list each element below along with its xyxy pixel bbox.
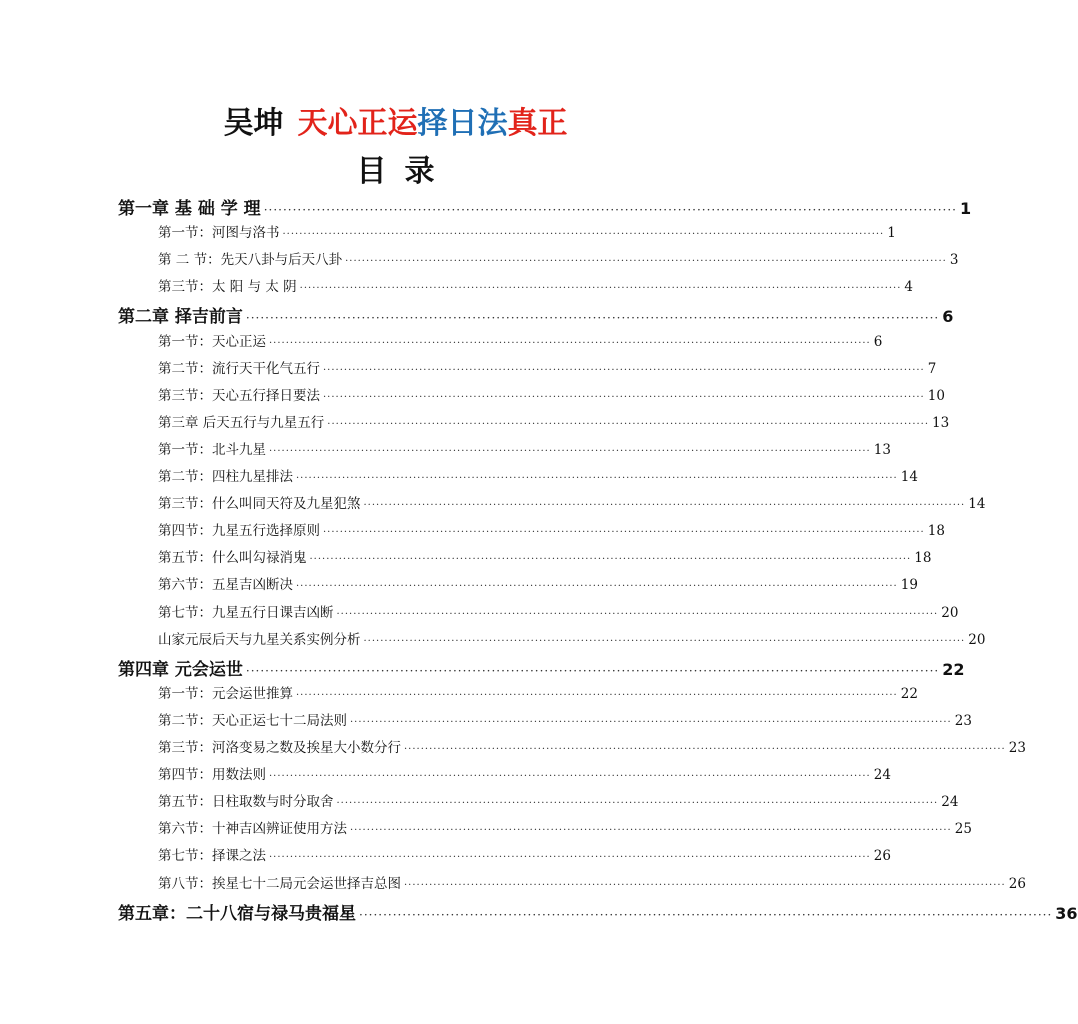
toc-leader-dots: ················································································································································	[327, 418, 930, 430]
toc-page-number: 23	[1008, 740, 1026, 756]
toc-page-number: 1	[887, 225, 896, 242]
toc-section-entry	[158, 221, 896, 247]
toc-section-entry	[158, 844, 891, 870]
toc-leader-dots: ················································································································································	[359, 907, 1053, 922]
toc-entry-label: 第三节：天心五行择日要法	[158, 387, 320, 404]
toc-entry-label: 第一节：天心正运	[158, 333, 266, 350]
toc-page-number: 13	[932, 414, 950, 431]
toc-leader-dots: ················································································································································	[269, 852, 871, 864]
toc-leader-dots: ················································································································································	[363, 500, 966, 512]
toc-entry-label: 第三节：什么叫同天符及九星犯煞	[158, 496, 361, 513]
toc-leader-dots: ················································································································································	[296, 581, 898, 593]
toc-chapter-entry	[118, 899, 1078, 925]
toc-section-entry	[158, 763, 891, 789]
toc-leader-dots: ················································································································································	[299, 283, 902, 295]
title-red-part: 天心正运	[297, 106, 418, 141]
toc-chapter-entry	[118, 655, 965, 681]
toc-chapter-entry	[118, 194, 972, 220]
title-blue-part: 择日法	[417, 106, 508, 141]
toc-leader-dots: ················································································································································	[404, 744, 1006, 755]
toc-entry-label: 第七节：九星五行日课吉凶断	[158, 604, 334, 621]
toc-page-number: 18	[927, 523, 945, 540]
toc-entry-label: 第二节：四柱九星排法	[158, 469, 293, 485]
toc-entry-label: 第六节：五星吉凶断决	[158, 577, 293, 594]
toc-leader-dots: ················································································································································	[363, 635, 966, 647]
toc-page-number: 14	[968, 496, 986, 513]
toc-page-number: 19	[900, 577, 918, 594]
toc-page-number: 25	[954, 821, 972, 838]
toc-page-number: 14	[900, 469, 918, 485]
toc-leader-dots: ················································································································································	[336, 608, 939, 620]
toc-entry-label: 第三节：太 阳 与 太 阴	[158, 279, 297, 296]
toc-page-number: 18	[914, 550, 932, 567]
toc-leader-dots: ················································································································································	[323, 391, 925, 403]
toc-entry-label: 第七节：择课之法	[158, 848, 266, 865]
toc-entry-label: 第二节：天心正运七十二局法则	[158, 712, 347, 729]
title-author: 吴坤	[223, 106, 284, 141]
toc-entry-label: 第五节：日柱取数与时分取舍	[158, 794, 334, 811]
toc-entry-label: 第四节：用数法则	[158, 767, 266, 784]
toc-entry-label: 第八节：挨星七十二局元会运世择吉总图	[158, 875, 401, 892]
toc-leader-dots: ················································································································································	[269, 337, 871, 349]
toc-leader-dots: ················································································································································	[282, 229, 885, 241]
toc-leader-dots: ················································································································································	[404, 879, 1006, 891]
toc-page-number: 26	[873, 848, 891, 865]
toc-entry-label: 第五节：什么叫勾禄消鬼	[158, 550, 307, 567]
toc-entry-label: 第一节：河图与洛书	[158, 225, 280, 242]
toc-section-entry	[158, 573, 918, 599]
toc-page-number: 13	[873, 441, 891, 458]
toc-leader-dots: ················································································································································	[309, 554, 912, 566]
toc-leader-dots: ················································································································································	[323, 364, 925, 376]
toc-section-entry	[158, 357, 937, 383]
toc-page-number: 6	[942, 307, 954, 327]
toc-page-number: 4	[904, 279, 913, 296]
toc-section-entry	[158, 817, 972, 843]
toc-entry-label: 第一节：元会运世推算	[158, 685, 293, 702]
toc-entry-label: 第五章：二十八宿与禄马贵福星	[118, 903, 356, 924]
toc-entry-label: 第一节：北斗九星	[158, 441, 266, 458]
toc-section-entry	[158, 628, 986, 654]
toc-entry-label: 第六节：十神吉凶辨证使用方法	[158, 821, 347, 838]
toc-section-entry	[158, 546, 932, 572]
toc-section-entry	[158, 330, 883, 356]
toc-leader-dots: ················································································································································	[296, 689, 898, 701]
toc-page-number: 7	[927, 360, 937, 377]
toc-entry-label: 第二章 择吉前言	[118, 307, 243, 328]
toc-entry-label: 第三章 后天五行与九星五行	[158, 414, 325, 431]
toc-page-number: 20	[968, 631, 986, 648]
toc-section-entry	[158, 736, 1026, 762]
toc-leader-dots: ················································································································································	[323, 527, 925, 539]
toc-section-entry	[158, 248, 959, 274]
toc-leader-dots: ················································································································································	[269, 445, 871, 457]
toc-entry-label: 第二节：流行天干化气五行	[158, 360, 320, 377]
toc-page-number: 24	[941, 794, 959, 811]
toc-leader-dots: ················································································································································	[263, 203, 957, 217]
toc-entry-label: 第四节：九星五行选择原则	[158, 523, 320, 540]
toc-section-entry	[158, 275, 913, 301]
toc-chapter-entry	[118, 302, 954, 328]
toc-page-number: 1	[959, 199, 972, 218]
toc-page-number: 6	[873, 333, 883, 350]
toc-entry-label: 第 二 节：先天八卦与后天八卦	[158, 252, 343, 269]
toc-section-entry	[158, 601, 959, 627]
toc-heading: 目录	[356, 154, 453, 189]
toc-page-number: 22	[942, 659, 965, 679]
title-red-end: 真正	[507, 106, 568, 141]
toc-page-number: 20	[941, 604, 959, 621]
toc-section-entry	[158, 465, 918, 491]
toc-page-number: 22	[900, 685, 918, 702]
toc-leader-dots: ················································································································································	[296, 473, 898, 484]
toc-section-entry	[158, 519, 945, 545]
toc-page-number: 26	[1008, 875, 1026, 892]
toc-section-entry	[158, 411, 950, 437]
toc-leader-dots: ················································································································································	[350, 825, 952, 837]
toc-section-entry	[158, 790, 959, 816]
toc-section-entry	[158, 438, 891, 464]
toc-page-number: 24	[873, 767, 891, 784]
toc-leader-dots: ················································································································································	[336, 798, 939, 810]
toc-leader-dots: ················································································································································	[269, 771, 871, 783]
toc-section-entry	[158, 492, 986, 518]
toc-entry-label: 第一章 基 础 学 理	[118, 199, 261, 219]
document-title	[0, 104, 791, 144]
toc-leader-dots: ················································································································································	[350, 716, 952, 728]
toc-leader-dots: ················································································································································	[245, 663, 940, 678]
toc-leader-dots: ················································································································································	[345, 256, 947, 268]
toc-section-entry	[158, 709, 972, 735]
toc-section-entry	[158, 384, 945, 410]
toc-entry-label: 第四章 元会运世	[118, 659, 243, 680]
toc-entry-label: 山家元辰后天与九星关系实例分析	[158, 631, 361, 648]
toc-page-number: 23	[954, 712, 972, 729]
toc-page-number: 36	[1055, 903, 1078, 923]
toc-entry-label: 第三节：河洛变易之数及挨星大小数分行	[158, 740, 401, 756]
toc-page-number: 10	[927, 387, 945, 404]
toc-section-entry	[158, 682, 918, 708]
toc-leader-dots: ················································································································································	[245, 311, 940, 326]
toc-page-number: 3	[949, 252, 959, 269]
toc-section-entry	[158, 872, 1026, 898]
